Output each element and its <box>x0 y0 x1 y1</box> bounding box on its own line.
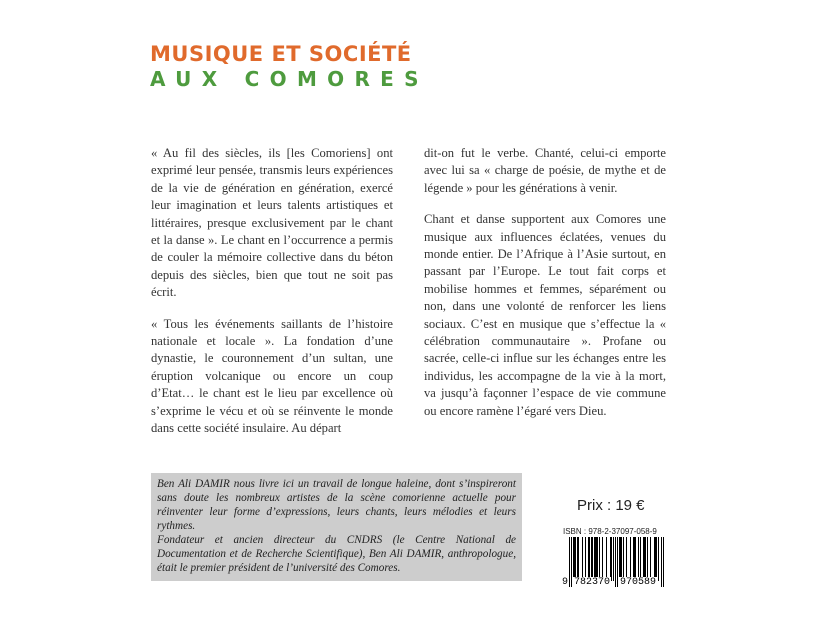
barcode-bar <box>569 537 570 587</box>
barcode-right-group: 970589 <box>620 577 657 588</box>
author-bio-paragraph: Fondateur et ancien directeur du CNDRS (le Centre National de Documentation et de Recherche Scientifique), Ben Ali DAMIR, anthropologue, était le premier président de l’université des Comores. <box>157 534 516 574</box>
barcode-bar <box>571 537 572 587</box>
barcode-bar <box>643 537 644 581</box>
barcode-bar <box>574 537 575 581</box>
barcode-left-group: 782370 <box>574 577 611 588</box>
author-bio-paragraph: Ben Ali DAMIR nous livre ici un travail de longue haleine, dont s’inspireront sans doute les nombreux artistes de la scène comorienne actuelle pour réinventer leur forme d’expressions, leurs chants, leurs mélodies et leurs rythmes. <box>157 478 516 532</box>
barcode-bar <box>619 537 620 581</box>
barcode-bar <box>596 537 597 581</box>
barcode-bar <box>602 537 603 581</box>
barcode-bar <box>650 537 651 581</box>
barcode-bar <box>663 537 664 587</box>
barcode-bar <box>592 537 593 581</box>
body-column-right <box>424 145 666 434</box>
author-bio-box <box>151 473 522 581</box>
barcode-bar <box>658 537 659 581</box>
barcode-bar <box>613 537 614 581</box>
barcode-bar <box>615 537 616 587</box>
barcode-bar <box>582 537 583 581</box>
barcode-bar <box>575 537 576 581</box>
barcode-bar <box>654 537 655 581</box>
barcode-bar <box>621 537 622 581</box>
barcode-bar <box>588 537 589 581</box>
barcode-bar <box>597 537 598 581</box>
barcode-bar <box>617 537 618 587</box>
price-label: Prix : 19 € <box>577 497 645 514</box>
barcode-bar <box>577 537 578 581</box>
barcode-bar <box>655 537 656 581</box>
barcode-bar <box>578 537 579 581</box>
body-paragraph: « Tous les événements saillants de l’histoire nationale et locale ». La fondation d’une dynastie, le couronnement d’un sultan, une éruption volcanique ou encore un coup d’Etat… le chant est le lieu par excellence où s’exprime le vécu et où se réinvente le monde dans cette société insulaire. Au départ <box>151 316 393 436</box>
book-title-line1: MUSIQUE ET SOCIÉTÉ <box>150 42 412 66</box>
barcode-bar <box>599 537 600 581</box>
barcode-bar <box>640 537 641 581</box>
barcode-bar <box>606 537 607 581</box>
barcode-bar <box>630 537 631 581</box>
barcode-bar <box>644 537 645 581</box>
barcode-bar <box>635 537 636 581</box>
barcode-bar <box>573 537 574 581</box>
barcode-bar <box>595 537 596 581</box>
barcode-lead-digit: 9 <box>562 577 569 588</box>
barcode-bar <box>656 537 657 581</box>
barcode-bar <box>634 537 635 581</box>
barcode-bar <box>585 537 586 581</box>
body-column-left <box>151 145 393 452</box>
barcode-bar <box>591 537 592 581</box>
isbn-label: ISBN : 978-2-37097-058-9 <box>563 527 657 536</box>
barcode-bar <box>647 537 648 581</box>
barcode-bar <box>645 537 646 581</box>
barcode-bar <box>633 537 634 581</box>
barcode-bar <box>610 537 611 581</box>
body-paragraph: dit-on fut le verbe. Chanté, celui-ci emporte avec lui sa « charge de poésie, de mythe et de légende » pour les générations à venir. <box>424 146 666 195</box>
barcode-bar <box>638 537 639 581</box>
barcode-bar <box>594 537 595 581</box>
barcode-bar <box>620 537 621 581</box>
barcode-bar <box>626 537 627 581</box>
barcode-bar <box>611 537 612 581</box>
body-paragraph: Chant et danse supportent aux Comores une musique aux influences éclatées, venues du monde entier. De l’Afrique à l’Asie surtout, en passant par l’Europe. Le tout fait corps et mobilise hommes et femmes, séparément ou non, dans une volonté de renforcer les liens sociaux. C’est en musique que s’effectue la « célébration communautaire ». Profane ou sacrée, celle-ci influe sur les échanges entre les individus, les accompagne de la vie à la mort, va jusqu’à façonner l’espace de vie commune ou encore ramène l’égaré vers Dieu. <box>424 212 666 418</box>
barcode-bar <box>623 537 624 581</box>
body-paragraph: « Au fil des siècles, ils [les Comoriens] ont exprimé leur pensée, transmis leurs expériences de la vie de génération en génération, exercé leur imagination et leurs talents artistiques et littéraires, presque exclusivement par le chant et la danse ». Le chant en l’occurrence a permis de couler la mémoire collective dans du béton depuis des siècles, bien que tout ne soit pas écrit. <box>151 146 393 300</box>
barcode-bar <box>661 537 662 587</box>
barcode-bar <box>589 537 590 581</box>
book-title-line2: AUX COMORES <box>150 67 429 91</box>
